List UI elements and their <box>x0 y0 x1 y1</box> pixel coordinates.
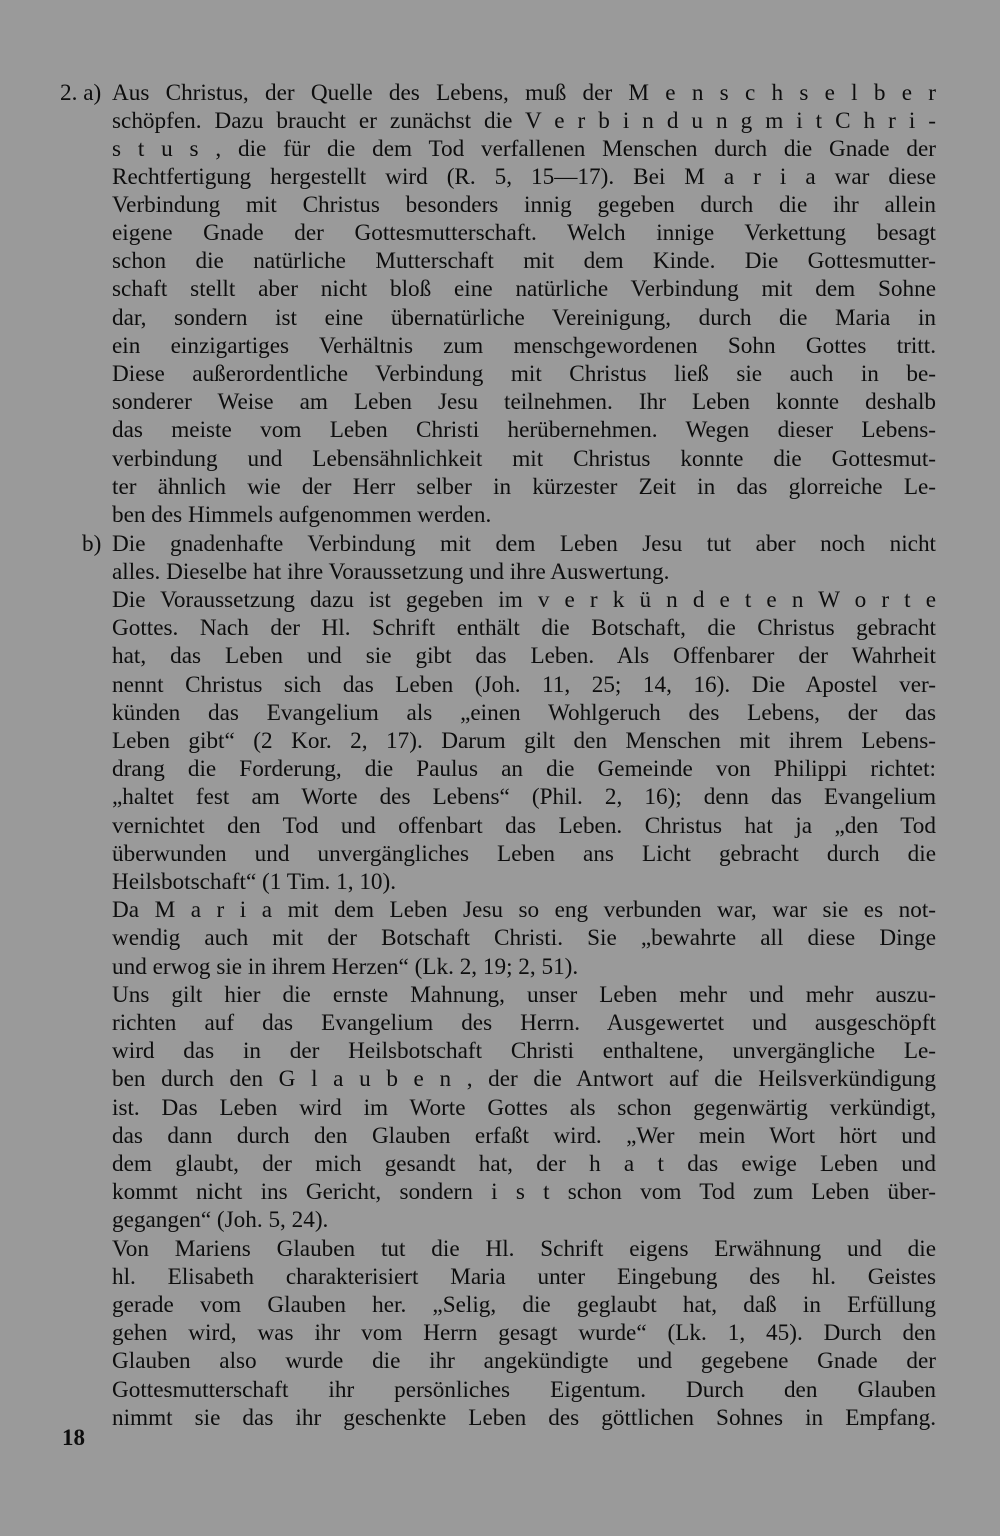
text-line: drang die Forderung, die Paulus an die Gemeinde von Philippi richtet: <box>112 756 936 782</box>
text-line: eigene Gnade der Gottesmutterschaft. Welch innige Verkettung besagt <box>112 220 936 246</box>
text-line: s t u s , die für die dem Tod verfallenen Menschen durch die Gnade der <box>112 136 936 162</box>
text-line: gehen wird, was ihr vom Herrn gesagt wurde“ (Lk. 1, 45). Durch den <box>112 1320 936 1346</box>
text-line: Von Mariens Glauben tut die Hl. Schrift eigens Erwähnung und die <box>112 1236 936 1262</box>
text-line: Diese außerordentliche Verbindung mit Christus ließ sie auch in be- <box>112 361 936 387</box>
text-line: richten auf das Evangelium des Herrn. Ausgewertet und ausgeschöpft <box>112 1010 936 1036</box>
text-line: ter ähnlich wie der Herr selber in kürzester Zeit in das glorreiche Le- <box>112 474 936 500</box>
text-line: schon die natürliche Mutterschaft mit dem Kinde. Die Gottesmutter- <box>112 248 936 274</box>
text-line: Verbindung mit Christus besonders innig gegeben durch die ihr allein <box>112 192 936 218</box>
text-line: dar, sondern ist eine übernatürliche Vereinigung, durch die Maria in <box>112 305 936 331</box>
text-line: alles. Dieselbe hat ihre Voraussetzung und ihre Auswertung. <box>112 559 670 585</box>
text-line: nennt Christus sich das Leben (Joh. 11, 25; 14, 16). Die Apostel ver- <box>112 672 936 698</box>
text-line: verbindung und Lebensähnlichkeit mit Christus konnte die Gottesmut- <box>112 446 936 472</box>
text-line: ben des Himmels aufgenommen werden. <box>112 502 492 528</box>
text-line: künden das Evangelium als „einen Wohlgeruch des Lebens, der das <box>112 700 936 726</box>
text-line: nimmt sie das ihr geschenkte Leben des göttlichen Sohnes in Empfang. <box>112 1405 936 1431</box>
text-line: Die Voraussetzung dazu ist gegeben im v e r k ü n d e t e n W o r t e <box>112 587 936 613</box>
text-line: Die gnadenhafte Verbindung mit dem Leben Jesu tut aber noch nicht <box>112 531 936 557</box>
text-line: ein einzigartiges Verhältnis zum menschgewordenen Sohn Gottes tritt. <box>112 333 936 359</box>
text-line: das dann durch den Glauben erfaßt wird. „Wer mein Wort hört und <box>112 1123 936 1149</box>
text-line: Gottesmutterschaft ihr persönliches Eigentum. Durch den Glauben <box>112 1377 936 1403</box>
text-line: Aus Christus, der Quelle des Lebens, muß der M e n s c h s e l b e r <box>112 80 936 106</box>
text-line: kommt nicht ins Gericht, sondern i s t schon vom Tod zum Leben über- <box>112 1179 936 1205</box>
text-line: hat, das Leben und sie gibt das Leben. Als Offenbarer der Wahrheit <box>112 643 936 669</box>
text-line: ist. Das Leben wird im Worte Gottes als schon gegenwärtig verkündigt, <box>112 1095 936 1121</box>
page-number: 18 <box>62 1425 85 1450</box>
text-line: „haltet fest am Worte des Lebens“ (Phil. 2, 16); denn das Evangelium <box>112 784 936 810</box>
text-line: ben durch den G l a u b e n , der die Antwort auf die Heilsverkündigung <box>112 1066 936 1092</box>
text-line: Da M a r i a mit dem Leben Jesu so eng verbunden war, war sie es not- <box>112 897 936 923</box>
text-line: vernichtet den Tod und offenbart das Leben. Christus hat ja „den Tod <box>112 813 936 839</box>
text-line: gegangen“ (Joh. 5, 24). <box>112 1207 329 1233</box>
text-line: schaft stellt aber nicht bloß eine natürliche Verbindung mit dem Sohne <box>112 276 936 302</box>
text-line: schöpfen. Dazu braucht er zunächst die V e r b i n d u n g m i t C h r i - <box>112 108 936 134</box>
text-line: wird das in der Heilsbotschaft Christi enthaltene, unvergängliche Le- <box>112 1038 936 1064</box>
text-line: Uns gilt hier die ernste Mahnung, unser Leben mehr und mehr auszu- <box>112 982 936 1008</box>
text-line: wendig auch mit der Botschaft Christi. Sie „bewahrte all diese Dinge <box>112 925 936 951</box>
text-line: überwunden und unvergängliches Leben ans Licht gebracht durch die <box>112 841 936 867</box>
text-line: Leben gibt“ (2 Kor. 2, 17). Darum gilt den Menschen mit ihrem Lebens- <box>112 728 936 754</box>
text-line: Gottes. Nach der Hl. Schrift enthält die Botschaft, die Christus gebracht <box>112 615 936 641</box>
text-line: das meiste vom Leben Christi herübernehmen. Wegen dieser Lebens- <box>112 417 936 443</box>
item-marker-b: b) <box>82 531 102 557</box>
text-line: hl. Elisabeth charakterisiert Maria unter Eingebung des hl. Geistes <box>112 1264 936 1290</box>
text-line: Heilsbotschaft“ (1 Tim. 1, 10). <box>112 869 397 895</box>
text-line: gerade vom Glauben her. „Selig, die geglaubt hat, daß in Erfüllung <box>112 1292 936 1318</box>
text-line: sonderer Weise am Leben Jesu teilnehmen. Ihr Leben konnte deshalb <box>112 389 936 415</box>
text-line: dem glaubt, der mich gesandt hat, der h a t das ewige Leben und <box>112 1151 936 1177</box>
text-line: Rechtfertigung hergestellt wird (R. 5, 15—17). Bei M a r i a war diese <box>112 164 936 190</box>
text-line: Glauben also wurde die ihr angekündigte und gegebene Gnade der <box>112 1348 936 1374</box>
text-line: und erwog sie in ihrem Herzen“ (Lk. 2, 19; 2, 51). <box>112 954 579 980</box>
item-marker-2a: 2. a) <box>60 80 102 106</box>
